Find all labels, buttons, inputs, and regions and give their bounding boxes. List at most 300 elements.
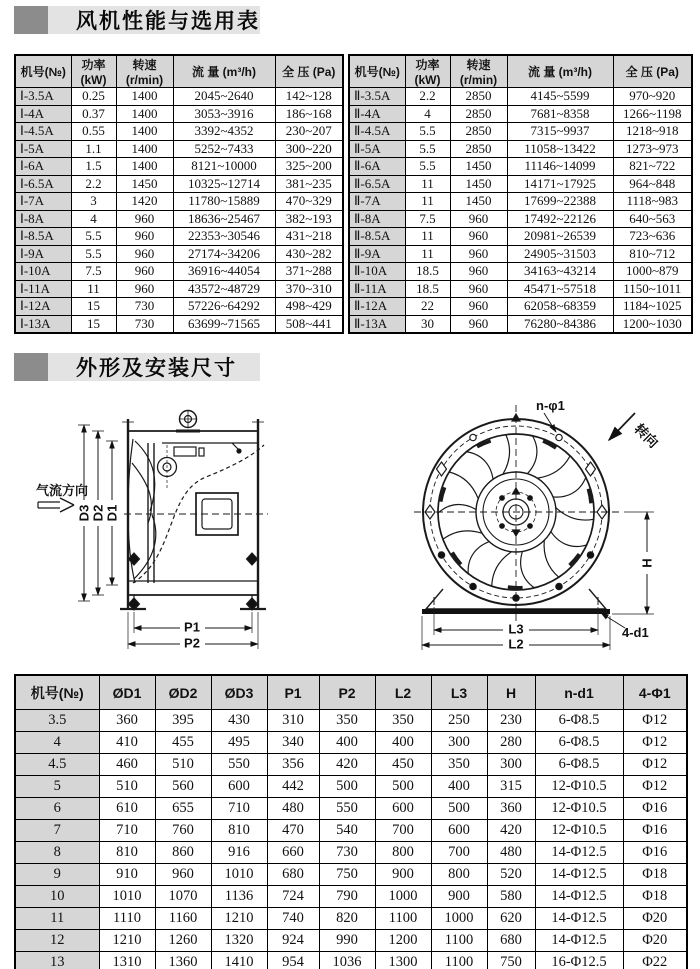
table-cell: 13 (15, 952, 99, 969)
table-cell: Ⅱ-10A (349, 263, 405, 281)
lifting-eye-icon (176, 410, 200, 431)
table-cell: 420 (319, 754, 375, 776)
table-cell: 450 (375, 754, 431, 776)
table-cell: 12-Φ10.5 (535, 820, 623, 842)
dim-label-p2: P2 (184, 635, 200, 651)
table-row (15, 210, 343, 228)
table-cell: 12-Φ10.5 (535, 776, 623, 798)
table-cell: 300 (431, 732, 487, 754)
table-cell: Ⅰ-3.5A (15, 88, 71, 106)
table-row (15, 245, 343, 263)
table-cell: Ⅰ-8.5A (15, 228, 71, 246)
table-cell: 186~168 (275, 105, 343, 123)
table-cell: 960 (450, 245, 507, 263)
table-cell: 1070 (155, 886, 211, 908)
table-cell: 1400 (116, 88, 173, 106)
column-header: P1 (267, 675, 319, 710)
table-body (15, 88, 343, 334)
table-cell: 500 (431, 798, 487, 820)
dimension-table (14, 674, 688, 969)
table-cell: 1.5 (71, 158, 116, 176)
table-cell: 960 (116, 245, 173, 263)
performance-table-series1 (14, 54, 344, 334)
table-row (15, 175, 343, 193)
table-cell: 400 (375, 732, 431, 754)
table-row (349, 315, 692, 333)
table-row (349, 193, 692, 211)
table-cell: Ⅰ-10A (15, 263, 71, 281)
table-cell: Φ12 (623, 754, 687, 776)
table-cell: 3 (71, 193, 116, 211)
table-cell: 610 (99, 798, 155, 820)
table-cell: 11 (15, 908, 99, 930)
table-cell: 5.5 (405, 123, 450, 141)
table-cell: 5252~7433 (173, 140, 275, 158)
table-cell: 63699~71565 (173, 315, 275, 333)
table-cell: 14-Φ12.5 (535, 908, 623, 930)
section-header-performance (14, 6, 700, 34)
table-cell: 4 (15, 732, 99, 754)
table-cell: 14-Φ12.5 (535, 842, 623, 864)
table-cell: 410 (99, 732, 155, 754)
table-cell: Ⅱ-13A (349, 315, 405, 333)
table-cell: Ⅱ-3.5A (349, 88, 405, 106)
column-header: 机号(№) (15, 55, 71, 88)
table-row (349, 105, 692, 123)
table-cell: 4.5 (15, 754, 99, 776)
dim-label-d2: D2 (90, 504, 106, 522)
header-row (15, 675, 687, 710)
table-cell: Ⅱ-4.5A (349, 123, 405, 141)
table-cell: 500 (319, 776, 375, 798)
table-cell: 6-Φ8.5 (535, 754, 623, 776)
table-body (349, 88, 692, 334)
dim-label-l2: L2 (508, 636, 524, 652)
table-cell: 750 (319, 864, 375, 886)
table-cell: 1160 (155, 908, 211, 930)
table-cell: Ⅰ-5A (15, 140, 71, 158)
table-cell: 17699~22388 (507, 193, 613, 211)
table-row (15, 105, 343, 123)
table-cell: 27174~34206 (173, 245, 275, 263)
table-cell: 17492~22126 (507, 210, 613, 228)
table-cell: 1010 (99, 886, 155, 908)
table-cell: 1000 (431, 908, 487, 930)
table-cell: Φ12 (623, 732, 687, 754)
table-cell: 12-Φ10.5 (535, 798, 623, 820)
table-cell: 43572~48729 (173, 280, 275, 298)
table-cell: 954 (267, 952, 319, 969)
column-header: 机号(№) (15, 675, 99, 710)
table-cell: 11780~15889 (173, 193, 275, 211)
table-cell: 7 (15, 820, 99, 842)
table-cell: 960 (116, 280, 173, 298)
table-cell: 16-Φ12.5 (535, 952, 623, 969)
rotation-arrow-icon (609, 413, 635, 440)
table-cell: 34163~43214 (507, 263, 613, 281)
table-cell: 960 (116, 210, 173, 228)
table-cell: 11 (405, 228, 450, 246)
table-cell: 810~712 (613, 245, 692, 263)
table-cell: 960 (450, 315, 507, 333)
table-cell: 640~563 (613, 210, 692, 228)
drawing-gap (276, 397, 388, 662)
column-header: 全 压 (Pa) (275, 55, 343, 88)
table-cell: 62058~68359 (507, 298, 613, 316)
table-cell: 11 (405, 175, 450, 193)
table-cell: 1320 (211, 930, 267, 952)
table-row (349, 140, 692, 158)
column-header: 4-Φ1 (623, 675, 687, 710)
table-cell: 740 (267, 908, 319, 930)
table-cell: 10325~12714 (173, 175, 275, 193)
table-cell: 1360 (155, 952, 211, 969)
table-cell: Ⅰ-9A (15, 245, 71, 263)
section-marker-square (14, 6, 48, 34)
technical-drawings (0, 397, 700, 662)
table-cell: 1150~1011 (613, 280, 692, 298)
table-cell: 470~329 (275, 193, 343, 211)
table-row (15, 88, 343, 106)
table-cell: Ⅱ-12A (349, 298, 405, 316)
table-cell: 960 (450, 280, 507, 298)
table-cell: 8121~10000 (173, 158, 275, 176)
table-row (349, 123, 692, 141)
table-cell: 350 (319, 710, 375, 732)
column-header: L2 (375, 675, 431, 710)
table-cell: Ⅱ-5A (349, 140, 405, 158)
table-row (15, 315, 343, 333)
performance-tables (14, 54, 700, 334)
table-cell: 900 (431, 886, 487, 908)
table-row (15, 798, 687, 820)
table-cell: 325~200 (275, 158, 343, 176)
table-cell: 730 (319, 842, 375, 864)
table-cell: 0.25 (71, 88, 116, 106)
table-cell: 36916~44054 (173, 263, 275, 281)
table-cell: 30 (405, 315, 450, 333)
junction-box (174, 447, 196, 456)
table-row (15, 298, 343, 316)
table-cell: 350 (431, 754, 487, 776)
table-cell: 1450 (450, 158, 507, 176)
table-cell: 680 (267, 864, 319, 886)
table-cell: 1400 (116, 105, 173, 123)
table-cell: 15 (71, 298, 116, 316)
table-cell: 76280~84386 (507, 315, 613, 333)
table-cell: 1010 (211, 864, 267, 886)
section-marker-square (14, 353, 48, 381)
table-cell: 360 (487, 798, 535, 820)
table-row (349, 298, 692, 316)
table-cell: 1400 (116, 123, 173, 141)
dim-label-l3: L3 (508, 621, 524, 637)
table-row (15, 140, 343, 158)
table-cell: 2.2 (71, 175, 116, 193)
table-cell: 5.5 (405, 140, 450, 158)
airflow-arrow-icon (38, 498, 74, 512)
table-cell: 7.5 (71, 263, 116, 281)
table-row (15, 158, 343, 176)
table-cell: Ⅰ-8A (15, 210, 71, 228)
table-row (15, 952, 687, 969)
table-cell: 280 (487, 732, 535, 754)
table-cell: 460 (99, 754, 155, 776)
table-cell: 910 (99, 864, 155, 886)
table-cell: 1.1 (71, 140, 116, 158)
table-cell: 960 (450, 210, 507, 228)
rotation-direction-label: 转向 (631, 420, 662, 451)
table-cell: 1218~918 (613, 123, 692, 141)
table-cell: 6 (15, 798, 99, 820)
table-cell: 300~220 (275, 140, 343, 158)
table-cell: 710 (99, 820, 155, 842)
table-cell: 381~235 (275, 175, 343, 193)
table-cell: 6-Φ8.5 (535, 732, 623, 754)
table-cell: 1300 (375, 952, 431, 969)
header-row (15, 55, 343, 88)
table-cell: 4 (405, 105, 450, 123)
column-header: H (487, 675, 535, 710)
table-cell: 1100 (431, 952, 487, 969)
table-cell: Ⅰ-7A (15, 193, 71, 211)
table-row (15, 732, 687, 754)
table-row (15, 263, 343, 281)
table-cell: 820 (319, 908, 375, 930)
table-cell: 800 (375, 842, 431, 864)
column-header: 功率(kW) (71, 55, 116, 88)
table-row (15, 123, 343, 141)
table-cell: 730 (116, 315, 173, 333)
table-cell: 1100 (375, 908, 431, 930)
table-cell: 340 (267, 732, 319, 754)
table-cell: 3.5 (15, 710, 99, 732)
column-header: ØD3 (211, 675, 267, 710)
table-cell: 350 (375, 710, 431, 732)
table-cell: Φ16 (623, 820, 687, 842)
table-cell: 480 (487, 842, 535, 864)
table-cell: 600 (375, 798, 431, 820)
table-row (349, 280, 692, 298)
table-cell: 960 (155, 864, 211, 886)
column-header: P2 (319, 675, 375, 710)
table-cell: 3053~3916 (173, 105, 275, 123)
table-cell: 860 (155, 842, 211, 864)
table-cell: 9 (15, 864, 99, 886)
column-header: ØD1 (99, 675, 155, 710)
column-header: 全 压 (Pa) (613, 55, 692, 88)
table-cell: 5.5 (71, 245, 116, 263)
table-cell: 1310 (99, 952, 155, 969)
table-cell: 430~282 (275, 245, 343, 263)
table-body (15, 710, 687, 969)
table-head (15, 55, 343, 88)
table-cell: 230 (487, 710, 535, 732)
n-phi1-label: n-φ1 (536, 398, 565, 413)
table-cell: 960 (116, 263, 173, 281)
table-cell: 580 (487, 886, 535, 908)
table-cell: Φ12 (623, 710, 687, 732)
table-cell: 315 (487, 776, 535, 798)
table-cell: 680 (487, 930, 535, 952)
table-cell: Φ20 (623, 930, 687, 952)
column-header: 转速(r/min) (116, 55, 173, 88)
table-cell: 1450 (116, 175, 173, 193)
table-cell: 250 (431, 710, 487, 732)
table-cell: 750 (487, 952, 535, 969)
table-cell: 142~128 (275, 88, 343, 106)
table-cell: Ⅱ-6A (349, 158, 405, 176)
table-cell: 18636~25467 (173, 210, 275, 228)
table-cell: 11058~13422 (507, 140, 613, 158)
table-cell: 810 (211, 820, 267, 842)
table-cell: 18.5 (405, 263, 450, 281)
table-cell: 1210 (99, 930, 155, 952)
table-cell: 11 (71, 280, 116, 298)
table-cell: Ⅰ-6.5A (15, 175, 71, 193)
table-row (15, 820, 687, 842)
table-cell: 1273~973 (613, 140, 692, 158)
four-d1-label: 4-d1 (622, 625, 649, 640)
table-cell: 420 (487, 820, 535, 842)
table-row (15, 280, 343, 298)
table-cell: 8 (15, 842, 99, 864)
dim-label-h: H (639, 558, 655, 568)
table-cell: Φ18 (623, 886, 687, 908)
table-cell: 1450 (450, 193, 507, 211)
table-cell: 498~429 (275, 298, 343, 316)
table-cell: 7.5 (405, 210, 450, 228)
table-row (15, 754, 687, 776)
table-cell: 400 (431, 776, 487, 798)
table-cell: 508~441 (275, 315, 343, 333)
table-cell: Ⅱ-8.5A (349, 228, 405, 246)
table-cell: 14-Φ12.5 (535, 930, 623, 952)
table-cell: 600 (431, 820, 487, 842)
table-cell: 1118~983 (613, 193, 692, 211)
table-cell: 442 (267, 776, 319, 798)
table-cell: 14171~17925 (507, 175, 613, 193)
table-cell: 1410 (211, 952, 267, 969)
table-cell: 455 (155, 732, 211, 754)
table-cell: Ⅰ-4A (15, 105, 71, 123)
table-cell: 395 (155, 710, 211, 732)
table-cell: 660 (267, 842, 319, 864)
table-cell: 5.5 (405, 158, 450, 176)
table-cell: Φ16 (623, 842, 687, 864)
table-row (15, 886, 687, 908)
table-cell: 18.5 (405, 280, 450, 298)
column-header: n-d1 (535, 675, 623, 710)
table-cell: 540 (319, 820, 375, 842)
column-header: 流 量 (m³/h) (507, 55, 613, 88)
section-header-dimensions (14, 353, 700, 381)
front-view-drawing (388, 397, 663, 662)
table-cell: Ⅱ-7A (349, 193, 405, 211)
table-cell: Φ22 (623, 952, 687, 969)
table-cell: 1000 (375, 886, 431, 908)
table-cell: 510 (99, 776, 155, 798)
table-cell: 730 (116, 298, 173, 316)
table-row (15, 930, 687, 952)
table-cell: 45471~57518 (507, 280, 613, 298)
table-cell: 810 (99, 842, 155, 864)
table-cell: 431~218 (275, 228, 343, 246)
table-cell: Ⅱ-8A (349, 210, 405, 228)
table-cell: 800 (431, 864, 487, 886)
table-cell: 1100 (431, 930, 487, 952)
table-cell: 1036 (319, 952, 375, 969)
airflow-direction-label: 气流方向 (36, 483, 89, 498)
table-cell: 22 (405, 298, 450, 316)
table-cell: 0.55 (71, 123, 116, 141)
table-cell: 24905~31503 (507, 245, 613, 263)
table-cell: 371~288 (275, 263, 343, 281)
table-cell: 14-Φ12.5 (535, 886, 623, 908)
table-cell: Ⅰ-4.5A (15, 123, 71, 141)
table-cell: 5.5 (71, 228, 116, 246)
table-cell: 724 (267, 886, 319, 908)
table-row (15, 710, 687, 732)
dim-label-d3: D3 (76, 504, 92, 522)
table-cell: 15 (71, 315, 116, 333)
table-cell: Ⅱ-4A (349, 105, 405, 123)
table-cell: Ⅱ-11A (349, 280, 405, 298)
performance-table-series2 (348, 54, 693, 334)
section-title: 外形及安装尺寸 (76, 357, 237, 380)
table-cell: 1400 (116, 158, 173, 176)
table-cell: 2045~2640 (173, 88, 275, 106)
table-cell: Ⅰ-13A (15, 315, 71, 333)
table-cell: 20981~26539 (507, 228, 613, 246)
column-header: L3 (431, 675, 487, 710)
table-row (349, 210, 692, 228)
table-head (349, 55, 692, 88)
table-cell: 700 (375, 820, 431, 842)
table-cell: 4 (71, 210, 116, 228)
table-cell: 1450 (450, 175, 507, 193)
table-cell: 560 (155, 776, 211, 798)
table-cell: 620 (487, 908, 535, 930)
table-cell: 710 (211, 798, 267, 820)
table-cell: 1110 (99, 908, 155, 930)
table-cell: Ⅰ-12A (15, 298, 71, 316)
table-cell: 990 (319, 930, 375, 952)
table-cell: 1400 (116, 140, 173, 158)
table-row (349, 158, 692, 176)
table-row (15, 776, 687, 798)
table-cell: 1200~1030 (613, 315, 692, 333)
table-cell: 1200 (375, 930, 431, 952)
table-cell: 700 (431, 842, 487, 864)
table-row (349, 263, 692, 281)
table-cell: 356 (267, 754, 319, 776)
table-cell: 520 (487, 864, 535, 886)
table-cell: 970~920 (613, 88, 692, 106)
table-cell: 600 (211, 776, 267, 798)
table-cell: 6-Φ8.5 (535, 710, 623, 732)
table-cell: 2.2 (405, 88, 450, 106)
table-cell: 3392~4352 (173, 123, 275, 141)
table-cell: 960 (450, 298, 507, 316)
table-cell: 7681~8358 (507, 105, 613, 123)
table-row (15, 193, 343, 211)
dim-label-d1: D1 (104, 504, 120, 522)
table-cell: 2850 (450, 88, 507, 106)
table-head (15, 675, 687, 710)
table-cell: 916 (211, 842, 267, 864)
table-cell: 550 (319, 798, 375, 820)
